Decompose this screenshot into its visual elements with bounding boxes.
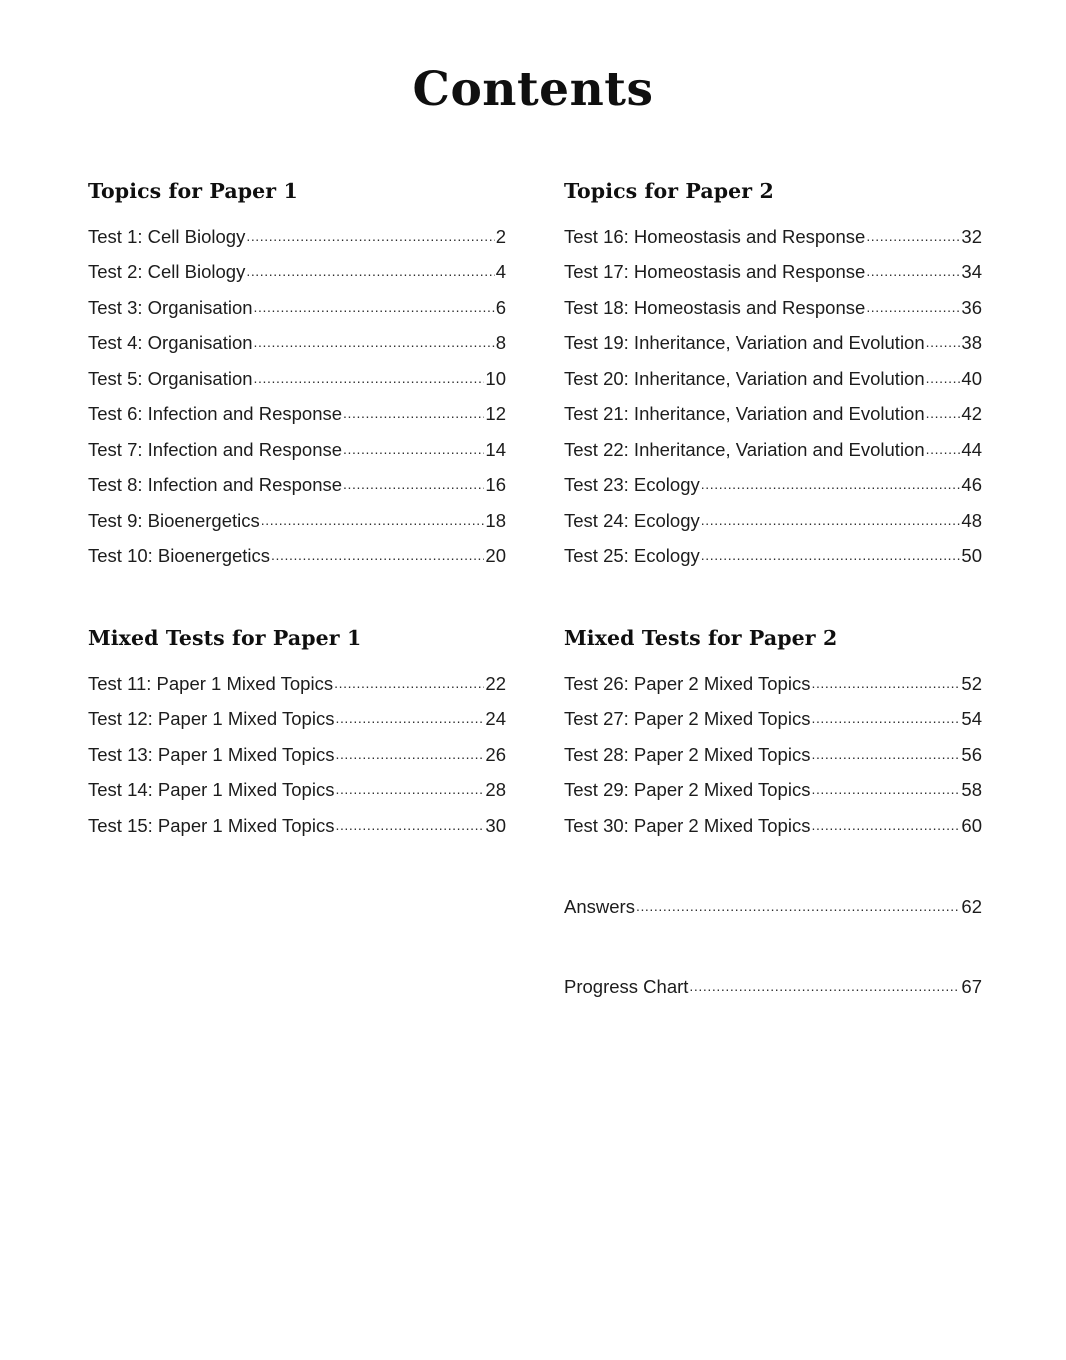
- toc-entry-label: Test 26: Paper 2 Mixed Topics: [564, 672, 811, 694]
- toc-entry[interactable]: [88, 219, 506, 255]
- toc-entry[interactable]: [564, 702, 982, 738]
- toc-entry-label: Test 30: Paper 2 Mixed Topics: [564, 814, 811, 836]
- toc-entry-page: 36: [961, 296, 982, 318]
- toc-leader-dots: [254, 300, 495, 314]
- toc-entry[interactable]: [564, 503, 982, 539]
- section-topics-paper-2: [564, 179, 982, 574]
- toc-entry-page: 58: [961, 779, 982, 800]
- toc-entry-page: 12: [485, 403, 506, 424]
- toc-entry[interactable]: [564, 219, 982, 255]
- toc-entry-page: 20: [485, 545, 506, 566]
- toc-entry-page: 28: [485, 779, 506, 800]
- toc-entry-label: Test 1: Cell Biology: [88, 225, 246, 247]
- toc-entry-page: 60: [961, 814, 982, 836]
- toc-entry[interactable]: [564, 255, 982, 291]
- toc-leader-dots: [701, 513, 961, 527]
- section-answers: [564, 890, 982, 925]
- toc-entry-page: 62: [961, 895, 982, 917]
- toc-leader-dots: [689, 979, 960, 993]
- toc-entry[interactable]: [88, 255, 506, 291]
- toc-entry-label: Test 28: Paper 2 Mixed Topics: [564, 743, 811, 765]
- toc-entry-label: Test 6: Infection and Response: [88, 403, 343, 424]
- toc-entry-page: 8: [495, 332, 506, 353]
- toc-entry-label: Test 13: Paper 1 Mixed Topics: [88, 743, 335, 765]
- toc-entry[interactable]: [88, 702, 506, 738]
- toc-entry-label: Test 2: Cell Biology: [88, 261, 246, 282]
- toc-entry[interactable]: [564, 773, 982, 809]
- toc-entry[interactable]: [564, 737, 982, 773]
- contents-columns: [0, 179, 1066, 1005]
- toc-entry-label: Test 29: Paper 2 Mixed Topics: [564, 779, 811, 800]
- toc-entry[interactable]: [88, 326, 506, 362]
- toc-entry-label: Test 7: Infection and Response: [88, 438, 343, 460]
- toc-entry[interactable]: [564, 326, 982, 362]
- section-heading: Mixed Tests for Paper 2: [564, 626, 838, 650]
- toc-entry-label: Test 15: Paper 1 Mixed Topics: [88, 814, 335, 836]
- toc-entry-label: Test 25: Ecology: [564, 545, 700, 566]
- toc-entry[interactable]: [88, 503, 506, 539]
- toc-leader-dots: [811, 676, 960, 690]
- section-mixed-tests-paper-1: [88, 626, 506, 844]
- toc-leader-dots: [343, 406, 484, 420]
- toc-entry-page: 56: [961, 743, 982, 765]
- toc-entry[interactable]: [564, 290, 982, 326]
- toc-entry-label: Test 27: Paper 2 Mixed Topics: [564, 708, 811, 729]
- toc-leader-dots: [254, 371, 485, 385]
- toc-list: [564, 890, 982, 925]
- toc-entry[interactable]: [88, 361, 506, 397]
- toc-entry-label: Progress Chart: [564, 976, 689, 997]
- toc-entry-page: 2: [495, 225, 506, 247]
- toc-leader-dots: [246, 229, 494, 243]
- toc-leader-dots: [335, 818, 484, 832]
- toc-entry-page: 26: [485, 743, 506, 765]
- toc-entry-page: 6: [495, 296, 506, 318]
- toc-entry[interactable]: [88, 737, 506, 773]
- toc-entry-label: Test 8: Infection and Response: [88, 474, 343, 495]
- toc-entry[interactable]: [88, 539, 506, 575]
- toc-leader-dots: [271, 548, 484, 562]
- toc-entry-page: 67: [961, 976, 982, 997]
- section-progress-chart: [564, 970, 982, 1005]
- toc-entry-label: Test 21: Inheritance, Variation and Evolution: [564, 403, 925, 424]
- toc-entry[interactable]: [564, 361, 982, 397]
- toc-leader-dots: [335, 711, 484, 725]
- toc-entry-label: Test 20: Inheritance, Variation and Evolution: [564, 367, 925, 389]
- toc-entry-label: Test 10: Bioenergetics: [88, 545, 271, 566]
- toc-entry-label: Test 23: Ecology: [564, 474, 700, 495]
- toc-leader-dots: [866, 264, 960, 278]
- toc-entry-page: 22: [485, 672, 506, 694]
- toc-entry-answers[interactable]: [564, 890, 982, 925]
- toc-leader-dots: [866, 300, 960, 314]
- toc-leader-dots: [811, 818, 960, 832]
- toc-list: [88, 219, 506, 574]
- toc-leader-dots: [701, 477, 961, 491]
- toc-leader-dots: [926, 442, 961, 456]
- toc-entry[interactable]: [88, 773, 506, 809]
- toc-entry-page: 50: [961, 545, 982, 566]
- section-topics-paper-1: [88, 179, 506, 574]
- toc-leader-dots: [343, 442, 484, 456]
- toc-entry-label: Test 24: Ecology: [564, 509, 700, 531]
- toc-entry-page: 16: [485, 474, 506, 495]
- toc-entry-page: 48: [961, 509, 982, 531]
- section-heading: Topics for Paper 1: [88, 179, 298, 203]
- toc-entry[interactable]: [88, 290, 506, 326]
- section-mixed-tests-paper-2: [564, 626, 982, 844]
- toc-entry[interactable]: [88, 808, 506, 844]
- toc-leader-dots: [261, 513, 485, 527]
- toc-entry[interactable]: [564, 539, 982, 575]
- toc-entry-page: 24: [485, 708, 506, 729]
- toc-leader-dots: [335, 747, 484, 761]
- toc-leader-dots: [866, 229, 960, 243]
- toc-entry[interactable]: [88, 397, 506, 433]
- toc-entry-page: 46: [961, 474, 982, 495]
- contents-column-right: [564, 179, 982, 1005]
- toc-entry-label: Test 11: Paper 1 Mixed Topics: [88, 672, 334, 694]
- toc-list: [88, 666, 506, 844]
- toc-leader-dots: [926, 371, 961, 385]
- toc-entry-label: Test 14: Paper 1 Mixed Topics: [88, 779, 335, 800]
- toc-entry[interactable]: [564, 666, 982, 702]
- toc-leader-dots: [811, 747, 960, 761]
- toc-entry-page: 38: [961, 332, 982, 353]
- section-heading: Mixed Tests for Paper 1: [88, 626, 362, 650]
- toc-list: [564, 666, 982, 844]
- toc-entry-label: Test 9: Bioenergetics: [88, 509, 260, 531]
- toc-entry-label: Test 22: Inheritance, Variation and Evolution: [564, 438, 925, 460]
- toc-leader-dots: [811, 711, 960, 725]
- toc-entry[interactable]: [88, 432, 506, 468]
- contents-column-left: [88, 179, 506, 1005]
- toc-leader-dots: [254, 335, 495, 349]
- toc-leader-dots: [246, 264, 494, 278]
- toc-entry-page: 4: [495, 261, 506, 282]
- toc-entry-page: 34: [961, 261, 982, 282]
- toc-entry-page: 18: [485, 509, 506, 531]
- toc-entry[interactable]: [564, 468, 982, 504]
- section-heading: Topics for Paper 2: [564, 179, 774, 203]
- toc-entry[interactable]: [88, 666, 506, 702]
- toc-entry-page: 44: [961, 438, 982, 460]
- toc-entry-page: 42: [961, 403, 982, 424]
- toc-entry-label: Test 16: Homeostasis and Response: [564, 225, 866, 247]
- toc-entry-page: 52: [961, 672, 982, 694]
- toc-leader-dots: [334, 676, 484, 690]
- toc-entry-page: 54: [961, 708, 982, 729]
- toc-entry-label: Answers: [564, 895, 635, 917]
- toc-leader-dots: [926, 406, 961, 420]
- toc-entry-page: 10: [485, 367, 506, 389]
- toc-leader-dots: [811, 782, 960, 796]
- toc-entry[interactable]: [564, 397, 982, 433]
- toc-entry[interactable]: [564, 808, 982, 844]
- toc-entry-label: Test 5: Organisation: [88, 367, 253, 389]
- toc-entry-page: 32: [961, 225, 982, 247]
- page-title: Contents: [412, 62, 654, 117]
- toc-entry[interactable]: [88, 468, 506, 504]
- toc-entry-label: Test 19: Inheritance, Variation and Evolution: [564, 332, 925, 353]
- toc-leader-dots: [926, 335, 961, 349]
- toc-entry-page: 30: [485, 814, 506, 836]
- toc-entry-progress-chart[interactable]: [564, 970, 982, 1005]
- toc-entry-page: 14: [485, 438, 506, 460]
- toc-leader-dots: [636, 899, 960, 913]
- toc-entry-label: Test 12: Paper 1 Mixed Topics: [88, 708, 335, 729]
- toc-list: [564, 970, 982, 1005]
- toc-entry-label: Test 3: Organisation: [88, 296, 253, 318]
- toc-leader-dots: [701, 548, 961, 562]
- toc-entry-page: 40: [961, 367, 982, 389]
- toc-leader-dots: [343, 477, 484, 491]
- toc-entry-label: Test 17: Homeostasis and Response: [564, 261, 866, 282]
- toc-entry-label: Test 4: Organisation: [88, 332, 253, 353]
- toc-leader-dots: [335, 782, 484, 796]
- toc-list: [564, 219, 982, 574]
- toc-entry[interactable]: [564, 432, 982, 468]
- toc-entry-label: Test 18: Homeostasis and Response: [564, 296, 866, 318]
